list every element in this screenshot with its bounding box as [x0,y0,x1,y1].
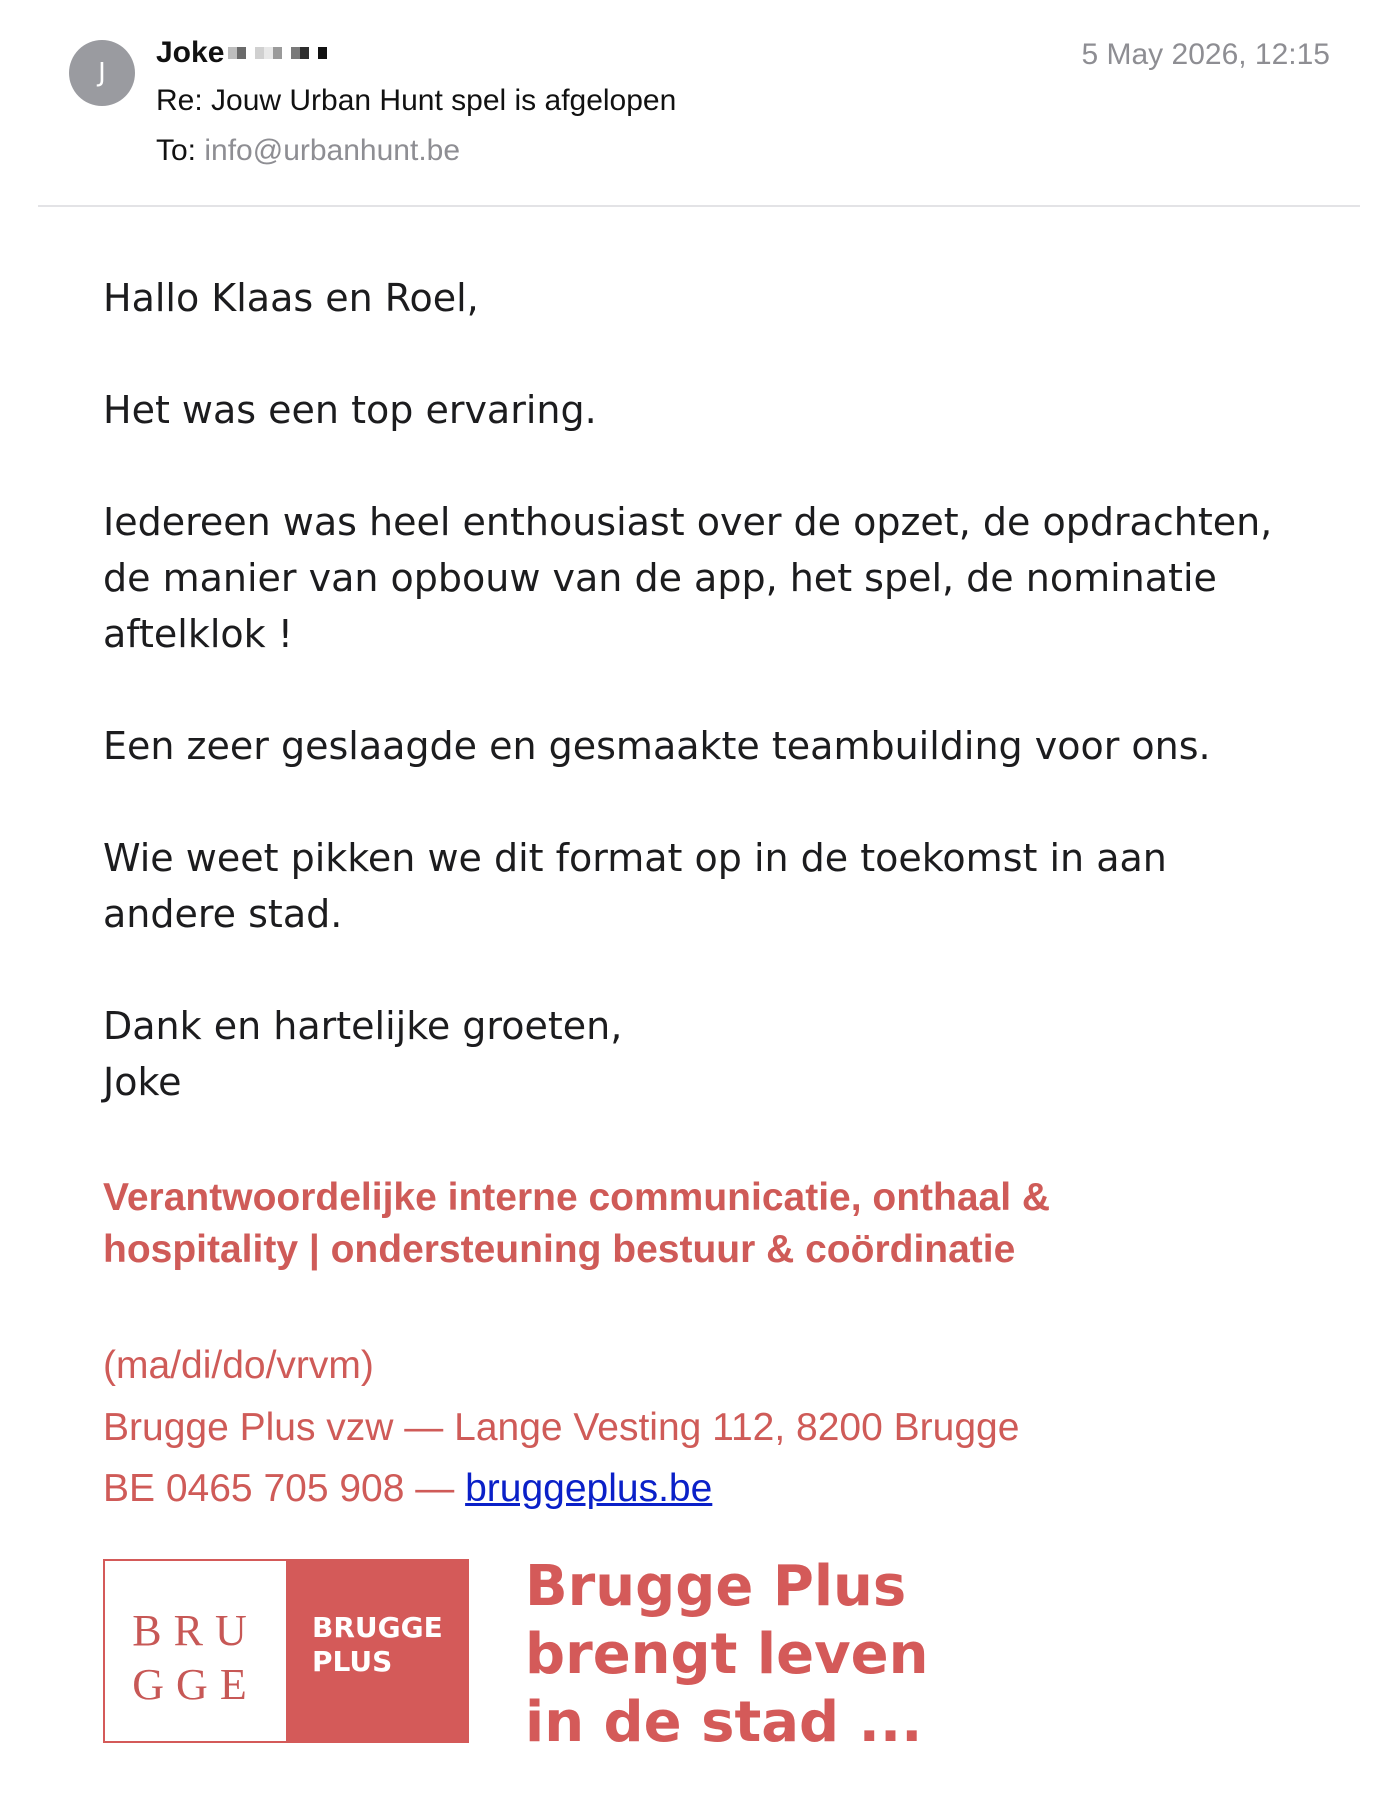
logo-serif-line: GGE [132,1660,259,1709]
email-subject: Re: Jouw Urban Hunt spel is afgelopen [156,84,677,117]
body-line: aftelklok ! [103,612,293,656]
sender-avatar[interactable]: J [69,40,135,106]
sender-name-row[interactable] [156,36,327,70]
tagline-line: Brugge Plus [525,1554,907,1619]
closing [103,998,1333,1110]
logo-brand-line: PLUS [312,1645,393,1678]
logo-red-block [286,1561,467,1741]
signature-vat: BE 0465 705 908 — [103,1467,466,1510]
closing-line: Dank en hartelijke groeten, [103,1004,623,1048]
body-paragraph [103,830,1333,942]
signature-contact [103,1467,712,1511]
tagline-line: brengt leven [525,1622,929,1687]
body-line: Wie weet pikken we dit format op in de toekomst in aan [103,836,1167,880]
logo-serif-line: BRU [132,1606,259,1655]
sender-name[interactable]: Joke [156,36,225,69]
to-label: To: [156,134,197,167]
logo-brand-line: BRUGGE [312,1611,443,1644]
brand-tagline [525,1553,1045,1757]
signoff-name: Joke [103,1060,182,1104]
recipient-row [156,134,460,168]
recipient-address[interactable]: info@urbanhunt.be [204,134,461,167]
body-line: andere stad. [103,892,343,936]
body-line: de manier van opbouw van de app, het spel, de nominatie [103,556,1217,600]
body-paragraph: Het was een top ervaring. [103,388,597,432]
website-link[interactable]: bruggeplus.be [465,1467,713,1510]
header-divider [38,205,1360,207]
email-body [103,270,1333,1110]
signature-days: (ma/di/do/vrvm) [103,1344,374,1387]
greeting: Hallo Klaas en Roel, [103,276,479,320]
email-header [0,0,1398,206]
body-paragraph: Een zeer geslaagde en gesmaakte teambuilding voor ons. [103,724,1211,768]
brugge-plus-logo [103,1559,469,1743]
redacted-surname [228,47,327,59]
signature-address: Brugge Plus vzw — Lange Vesting 112, 8200 Brugge [103,1406,1020,1449]
logo-serif-block [105,1561,286,1741]
signature-title [103,1172,1303,1276]
body-line: Iedereen was heel enthousiast over de opzet, de opdrachten, [103,500,1273,544]
signature-title-line: Verantwoordelijke interne communicatie, onthaal & [103,1176,1051,1219]
signature-title-line: hospitality | ondersteuning bestuur & coördinatie [103,1228,1016,1271]
tagline-line: in de stad ... [525,1690,923,1755]
body-paragraph [103,494,1333,662]
email-date: 5 May 2026, 12:15 [1081,38,1330,71]
